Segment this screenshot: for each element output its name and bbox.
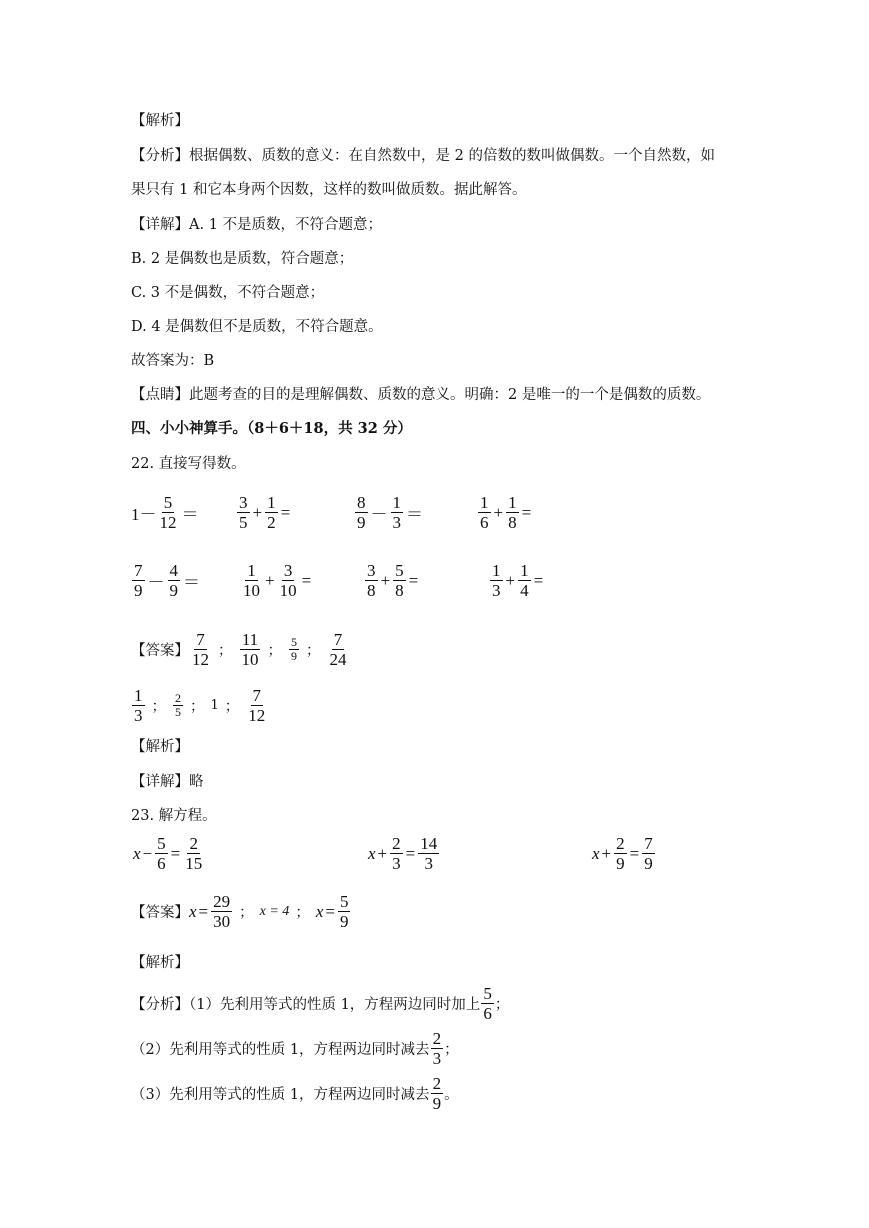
fraction: $\frac{7}{9}$	[644, 834, 653, 873]
value: 1	[210, 698, 219, 713]
fraction: $\frac{2}{3}$	[392, 834, 401, 873]
equals: ＝	[406, 505, 423, 524]
fraction: $\frac{2}{3}$	[432, 1029, 442, 1068]
q21-option-c: C. 3 不是偶数，不符合题意；	[131, 285, 325, 301]
q21-jiexi-heading: 【解析】	[131, 113, 189, 129]
q23-equation2	[368, 834, 440, 873]
q23-answer	[131, 892, 351, 931]
fraction: $\frac{5}{12}$	[159, 493, 177, 532]
analysis-text: （2）先利用等式的性质 1，方程两边同时减去	[131, 1042, 430, 1058]
equals: =	[521, 502, 532, 522]
fraction: $\frac{1}{4}$	[520, 561, 529, 600]
q22-r1-expr1	[131, 493, 201, 532]
fraction: $\frac{1}{8}$	[508, 493, 517, 532]
q22-jiexi-heading: 【解析】	[131, 739, 189, 755]
value: x = 4	[259, 903, 290, 919]
equals: =	[408, 570, 419, 590]
fraction: $\frac{1}{3}$	[392, 493, 401, 532]
separator: ；	[239, 905, 254, 921]
fraction: $\frac{2}{15}$	[185, 834, 203, 873]
q21-option-d: D. 4 是偶数但不是质数，不符合题意。	[131, 319, 383, 335]
q23-analysis-3	[131, 1074, 459, 1113]
q23-equation1	[133, 834, 205, 873]
q22-r1-expr2	[236, 493, 292, 532]
variable: x	[368, 843, 376, 863]
q22-answer-line2	[131, 686, 268, 725]
q22-r1-expr4	[477, 493, 533, 532]
q22-prompt: 22. 直接写得数。	[131, 456, 246, 472]
operator: −	[142, 843, 153, 863]
fraction: $\frac{7}{9}$	[134, 561, 143, 600]
fraction: $\frac{3}{5}$	[239, 493, 248, 532]
punctuation: ；	[444, 1042, 459, 1058]
variable: x	[592, 843, 600, 863]
analysis-text: （3）先利用等式的性质 1，方程两边同时减去	[131, 1087, 430, 1103]
operator: +	[380, 570, 391, 590]
q21-detail-a: 【详解】A. 1 不是质数，不符合题意；	[131, 217, 383, 233]
operator: +	[493, 502, 504, 522]
variable: x	[189, 901, 197, 921]
q23-analysis-2	[131, 1029, 459, 1068]
separator: ；	[151, 699, 166, 715]
equals: =	[301, 570, 312, 590]
separator: ；	[267, 643, 282, 659]
fraction: $\frac{3}{8}$	[367, 561, 376, 600]
fraction: $\frac{5}{6}$	[157, 834, 166, 873]
q21-option-b: B. 2 是偶数也是质数，符合题意；	[131, 251, 354, 267]
operator: +	[265, 570, 275, 590]
answer-label: 【答案】	[131, 643, 189, 659]
fraction: $\frac{2}{5}$	[175, 691, 181, 719]
variable: x	[315, 901, 324, 921]
operator: +	[252, 502, 263, 522]
q22-r2-expr1	[131, 561, 202, 600]
analysis-text: 【分析】（1）先利用等式的性质 1，方程两边同时加上	[131, 997, 481, 1013]
q21-key-point: 【点睛】此题考查的目的是理解偶数、质数的意义。明确：2 是唯一的一个是偶数的质数。	[131, 387, 711, 403]
equals: =	[280, 502, 291, 522]
q21-analysis-line1: 【分析】根据偶数、质数的意义：在自然数中，是 2 的倍数的数叫做偶数。一个自然数，如	[131, 148, 715, 164]
fraction: $\frac{7}{12}$	[248, 686, 266, 725]
fraction: $\frac{5}{9}$	[291, 635, 297, 663]
equals: =	[325, 901, 335, 921]
variable: x	[133, 843, 141, 863]
equals: =	[405, 843, 416, 863]
operator: +	[377, 843, 388, 863]
equals: ＝	[181, 505, 199, 524]
fraction: $\frac{7}{12}$	[192, 630, 209, 669]
lead: 1－	[131, 505, 157, 524]
separator: ；	[218, 643, 233, 659]
q21-answer: 故答案为：B	[131, 353, 215, 369]
separator: ；	[306, 643, 321, 659]
operator: －	[370, 505, 388, 524]
fraction: $\frac{5}{9}$	[339, 892, 349, 931]
q23-equation3	[592, 834, 656, 873]
fraction: $\frac{5}{8}$	[395, 561, 404, 600]
answer-label: 【答案】	[131, 905, 189, 921]
separator: ；	[224, 699, 240, 715]
equals: ＝	[183, 573, 200, 592]
fraction: $\frac{5}{6}$	[483, 984, 492, 1023]
operator: －	[147, 573, 165, 592]
fraction: $\frac{11}{10}$	[241, 630, 259, 669]
q21-analysis-line2: 果只有 1 和它本身两个因数，这样的数叫做质数。据此解答。	[131, 182, 527, 198]
fraction: $\frac{1}{2}$	[267, 493, 276, 532]
q22-r2-expr4	[489, 561, 545, 600]
q23-analysis-1	[131, 984, 509, 1023]
q22-r2-expr3	[364, 561, 420, 600]
equals: =	[170, 843, 181, 863]
fraction: $\frac{1}{3}$	[134, 686, 143, 725]
fraction: $\frac{2}{9}$	[616, 834, 625, 873]
operator: +	[505, 570, 516, 590]
q23-prompt: 23. 解方程。	[131, 808, 217, 824]
equals: =	[629, 843, 640, 863]
fraction: $\frac{1}{3}$	[492, 561, 501, 600]
fraction: $\frac{29}{30}$	[213, 892, 231, 931]
fraction: $\frac{4}{9}$	[169, 561, 178, 600]
fraction: $\frac{7}{24}$	[329, 630, 347, 669]
equals: =	[198, 901, 209, 921]
punctuation: 。	[444, 1087, 459, 1103]
q23-jiexi-heading: 【解析】	[131, 955, 189, 971]
separator: ；	[190, 699, 205, 715]
punctuation: ；	[494, 997, 510, 1013]
section4-title: 四、小小神算手。（8＋6＋18，共 32 分）	[131, 420, 412, 437]
fraction: $\frac{14}{3}$	[420, 834, 438, 873]
equals: =	[533, 570, 544, 590]
q22-r2-expr2	[240, 561, 313, 600]
fraction: $\frac{3}{10}$	[279, 561, 297, 600]
fraction: $\frac{2}{9}$	[432, 1074, 442, 1113]
q22-answer-line1	[131, 630, 350, 669]
fraction: $\frac{8}{9}$	[357, 493, 366, 532]
operator: +	[601, 843, 612, 863]
separator: ；	[295, 905, 310, 921]
fraction: $\frac{1}{6}$	[480, 493, 489, 532]
q22-r1-expr3	[354, 493, 425, 532]
fraction: $\frac{1}{10}$	[243, 561, 260, 600]
q22-detail: 【详解】略	[131, 774, 204, 790]
